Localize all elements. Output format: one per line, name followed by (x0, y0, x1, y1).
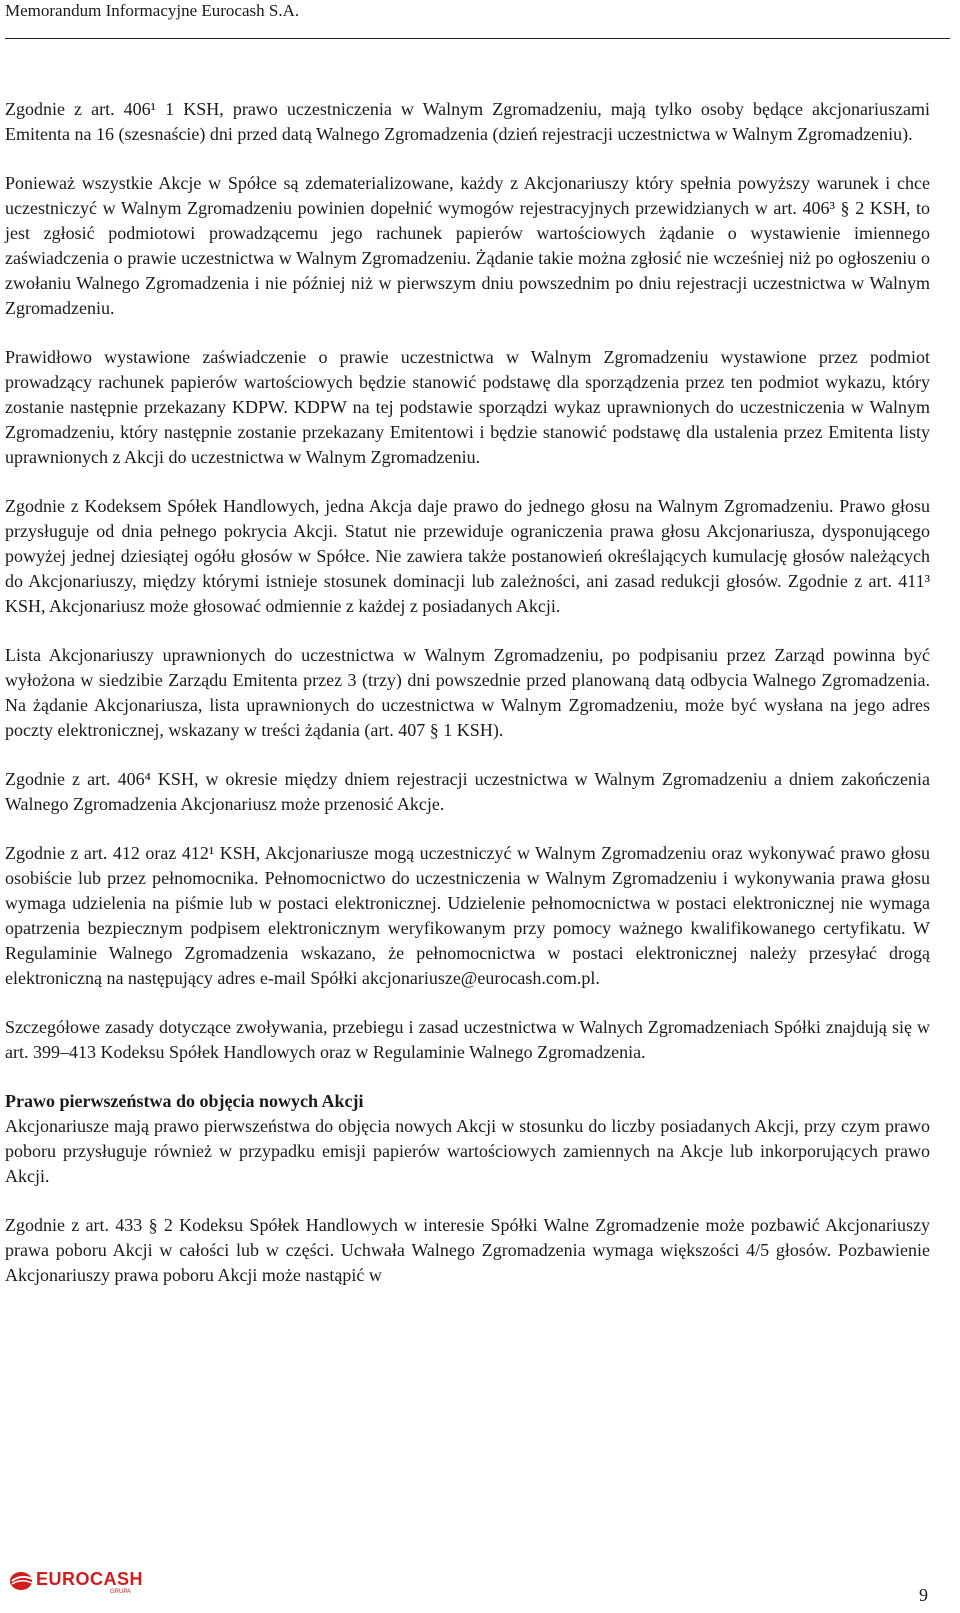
paragraph: Lista Akcjonariuszy uprawnionych do uczestnictwa w Walnym Zgromadzeniu, po podpisaniu przez Zarząd powinna być wyłożona w siedzibie Zarządu Emitenta przez 3 (trzy) dni powszednie przed planowaną datą odbycia Walnego Zgromadzenia. Na żądanie Akcjonariusza, lista uprawnionych do uczestnictwa w Walnym Zgromadzeniu, może być wysłana na jego adres poczty elektronicznej, wskazany w treści żądania (art. 407 § 1 KSH). (5, 645, 930, 740)
paragraph: Zgodnie z art. 406¹ 1 KSH, prawo uczestniczenia w Walnym Zgromadzeniu, mają tylko osoby będące akcjonariuszami Emitenta na 16 (szesnaście) dni przed datą Walnego Zgromadzenia (dzień rejestracji uczestnictwa w Walnym Zgromadzeniu). (5, 99, 930, 144)
paragraph: Prawidłowo wystawione zaświadczenie o prawie uczestnictwa w Walnym Zgromadzeniu wystawione przez podmiot prowadzący rachunek papierów wartościowych będzie stanowić podstawę dla sporządzenia przez ten podmiot wykazu, który zostanie następnie przekazany KDPW. KDPW na tej podstawie sporządzi wykaz uprawnionych do uczestniczenia w Walnym Zgromadzeniu, który następnie zostanie przekazany Emitentowi i będzie stanowić podstawę dla ustalenia przez Emitenta listy uprawnionych z Akcji do uczestnictwa w Walnym Zgromadzeniu. (5, 347, 930, 467)
eurocash-logo (8, 1568, 153, 1596)
paragraph: Zgodnie z art. 412 oraz 412¹ KSH, Akcjonariusze mogą uczestniczyć w Walnym Zgromadzeniu oraz wykonywać prawo głosu osobiście lub przez pełnomocnika. Pełnomocnictwo do uczestniczenia w Walnym Zgromadzeniu i wykonywania prawa głosu wymaga udzielenia na piśmie lub w postaci elektronicznej. Udzielenie pełnomocnictwa w postaci elektronicznej nie wymaga opatrzenia bezpiecznym podpisem elektronicznym weryfikowanym przy pomocy ważnego kwalifikowanego certyfikatu. W Regulaminie Walnego Zgromadzenia wskazano, że pełnomocnictwa w postaci elektronicznej należy przesyłać drogą elektroniczną na następujący adres e-mail Spółki akcjonariusze@eurocash.com.pl. (5, 843, 930, 988)
paragraph: Ponieważ wszystkie Akcje w Spółce są zdematerializowane, każdy z Akcjonariuszy który spełnia powyższy warunek i chce uczestniczyć w Walnym Zgromadzeniu powinien dopełnić wymogów rejestracyjnych przewidzianych w art. 406³ § 2 KSH, to jest zgłosić podmiotowi prowadzącemu jego rachunek papierów wartościowych żądanie o wystawienie imiennego zaświadczenia o prawie uczestnictwa w Walnym Zgromadzeniu. Żądanie takie można zgłosić nie wcześniej niż po ogłoszeniu o zwołaniu Walnego Zgromadzenia i nie później niż w pierwszym dniu powszednim po dniu rejestracji uczestnictwa w Walnym Zgromadzeniu. (5, 173, 930, 318)
page-number: 9 (919, 1585, 928, 1605)
paragraph: Zgodnie z Kodeksem Spółek Handlowych, jedna Akcja daje prawo do jednego głosu na Walnym Zgromadzeniu. Prawo głosu przysługuje od dnia pełnego pokrycia Akcji. Statut nie przewiduje ograniczenia prawa głosu Akcjonariusza, dysponującego powyżej jednej dziesiątej ogółu głosów w Spółce. Nie zawiera także postanowień określających kumulację głosów należących do Akcjonariuszy, między którymi istnieje stosunek dominacji lub zależności, ani zasad redukcji głosów. Zgodnie z art. 411³ KSH, Akcjonariusz może głosować odmiennie z każdej z posiadanych Akcji. (5, 496, 930, 616)
page-header (5, 0, 945, 40)
paragraph: Zgodnie z art. 406⁴ KSH, w okresie między dniem rejestracji uczestnictwa w Walnym Zgromadzeniu a dniem zakończenia Walnego Zgromadzenia Akcjonariusz może przenosić Akcje. (5, 769, 930, 814)
section-heading: Prawo pierwszeństwa do objęcia nowych Akcji (5, 1091, 364, 1111)
section-paragraph: Akcjonariusze mają prawo pierwszeństwa do objęcia nowych Akcji w stosunku do liczby posiadanych Akcji, przy czym prawo poboru przysługuje również w przypadku emisji papierów wartościowych zamiennych na Akcje lub inkorporujących prawo Akcji. (5, 1116, 930, 1186)
document-body (5, 97, 930, 1312)
logo-subtext: GRUPA (110, 1589, 131, 1595)
paragraph: Szczegółowe zasady dotyczące zwoływania, przebiegu i zasad uczestnictwa w Walnych Zgromadzeniach Spółki znajdują się w art. 399–413 Kodeksu Spółek Handlowych oraz w Regulaminie Walnego Zgromadzenia. (5, 1017, 930, 1062)
header-divider (5, 38, 950, 39)
logo-text: EUROCASH (36, 1569, 144, 1589)
section-paragraph: Zgodnie z art. 433 § 2 Kodeksu Spółek Handlowych w interesie Spółki Walne Zgromadzenie może pozbawić Akcjonariuszy prawa poboru Akcji w całości lub w części. Uchwała Walnego Zgromadzenia wymaga większości 4/5 głosów. Pozbawienie Akcjonariuszy prawa poboru Akcji może nastąpić w (5, 1215, 930, 1285)
header-title: Memorandum Informacyjne Eurocash S.A. (5, 1, 300, 20)
eurocash-logo-icon (8, 1570, 36, 1592)
